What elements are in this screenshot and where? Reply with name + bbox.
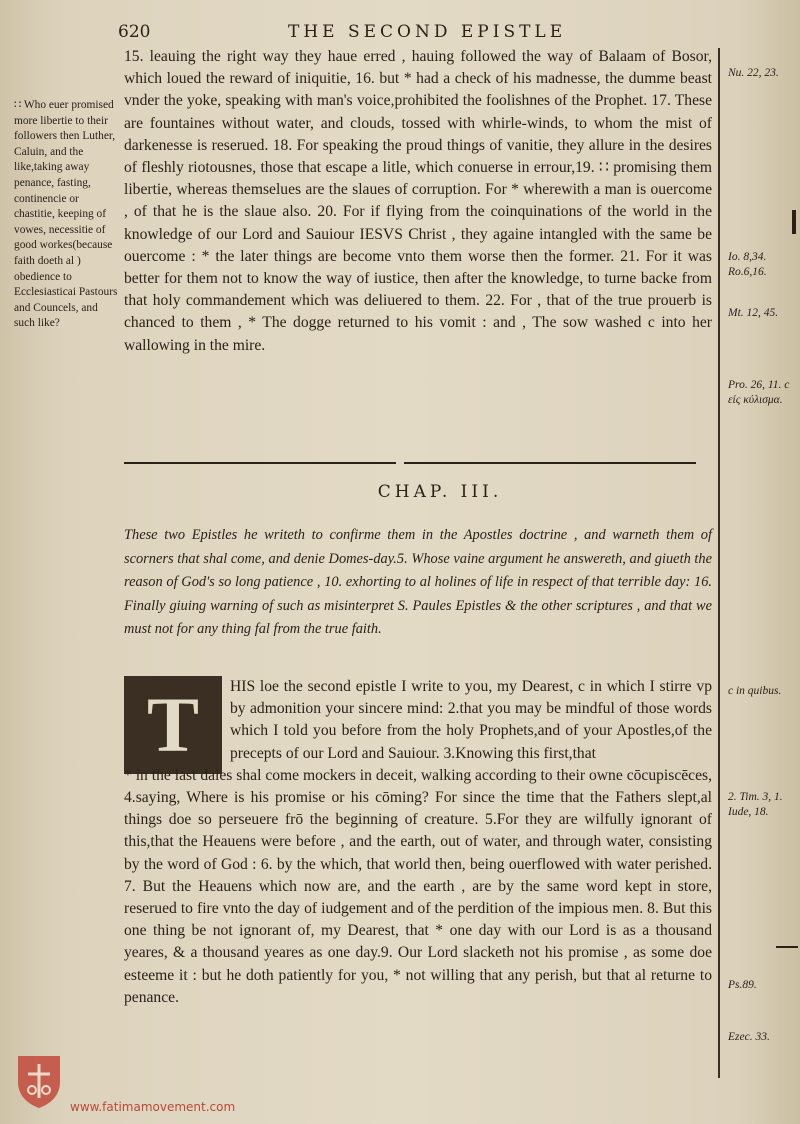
chapter-text-indented: HIS loe the second epistle I write to you, my Dearest, c in which I stirre vp by admonition your sincere mind: 2.that you may be mindful of those words which I told you before from the holy Prophets,and of your Apostles,of the precepts of our Lord and Sauiour. 3.Knowing this first,that bbox=[230, 678, 712, 762]
website-link[interactable]: www.fatimamovement.com bbox=[70, 1100, 236, 1114]
edge-mark bbox=[776, 946, 798, 948]
chapter-heading: CHAP. III. bbox=[377, 482, 503, 502]
edge-mark bbox=[792, 210, 796, 234]
right-note: Io. 8,34. Ro.6,16. bbox=[728, 251, 767, 278]
right-note: Nu. 22, 23. bbox=[728, 67, 779, 79]
section-rule-right bbox=[404, 462, 696, 464]
shield-logo-icon bbox=[14, 1052, 64, 1110]
page-number: 620 bbox=[118, 22, 151, 42]
section-rule-left bbox=[124, 462, 396, 464]
right-note: Pro. 26, 11. c εἰς κύλισμα. bbox=[728, 379, 790, 406]
chapter-summary: These two Epistles he writeth to confirme them in the Apostles doctrine , and warneth them of scorners that shal come, and denie Domes-day.5. Whose vaine argument he answereth, and giueth the reason of God's so long patience , 10. exhorting to al holines of life in respect of that terrible day: 16. Finally giuing warning of such as misinterpret S. Paules Epistles & the other scriptures , and that we must not for any thing fal from the true faith. bbox=[124, 527, 712, 637]
right-note: 2. Tim. 3, 1. Iude, 18. bbox=[728, 791, 783, 818]
right-note: Ezec. 33. bbox=[728, 1031, 770, 1043]
right-note: c in quibus. bbox=[728, 685, 782, 697]
drop-cap: T bbox=[124, 676, 222, 774]
right-note: Ps.89. bbox=[728, 979, 757, 991]
chapter-text bbox=[124, 676, 712, 1009]
running-head: THE SECOND EPISTLE bbox=[288, 22, 567, 42]
left-margin-note: ∷ Who euer promised more libertie to their followers then Luther, Caluin, and the like,taking away penance, fasting, continencie or chastitie, keeping of vowes, necessitie of good workes(because faith doeth al ) obedience to Ecclesiasticai Pastours and Councels, and such like? bbox=[14, 99, 118, 330]
margin-rule bbox=[718, 48, 720, 1078]
right-note: Mt. 12, 45. bbox=[728, 307, 779, 319]
chapter-text-full: * in the last daies shal come mockers in deceit, walking according to their owne cōcupiscēces, 4.saying, Where is his promise or his cōming? For since the time that the Fathers slept,al things doe so perseuere frō the beginning of creature. 5.For they are wilfully ignorant of this,that the Heauens were before , and the earth, out of water, and through water, consisting by the word of God : 6. by the which, that world then, being ouerflowed with water perished. 7. But the Heauens which now are, and the earth , are by the same word kept in store, reserued to fire vnto the day of iudgement and of the perdition of the impious men. 8. But this one thing be not ignorant of, my Dearest, that * one day with our Lord is as a thousand yeares, & a thousand yeares as one day.9. Our Lord slacketh not his promise , as some doe esteeme it : but he doth patiently for you, * not willing that any perish, but that al returne to penance. bbox=[124, 766, 712, 1006]
top-passage: 15. leauing the right way they haue erred , hauing followed the way of Balaam of Bosor, which loued the reward of iniquitie, 16. but * had a check of his madnesse, the dumme beast vnder the yoke, speaking with man's voice,prohibited the foolishnes of the Prophet. 17. These are fountaines without water, and clouds, tossed with whirle-winds, to whom the mist of darkenesse is reserued. 18. For speaking the proud things of vanitie, they allure in the desires of fleshly riotousnes, those that escape a litle, which conuerse in errour,19. ∷ promising them libertie, whereas themselues are the slaues of corruption. For * wherewith a man is ouercome , of that he is the slaue also. 20. For if flying from the coinquinations of the world in the knowledge of our Lord and Sauiour IESVS Christ , they againe intangled with the same be ouercome : * the later things are become vnto them worse then the former. 21. For it was better for them not to know the way of iustice, then after the knowledge, to turne backe from that holy commandement which was deliuered to them. 22. For , that of the true prouerb is chanced to them , * The dogge returned to his vomit : and , The sow washed c into her wallowing in the mire. bbox=[124, 48, 712, 354]
page-header bbox=[118, 22, 718, 46]
